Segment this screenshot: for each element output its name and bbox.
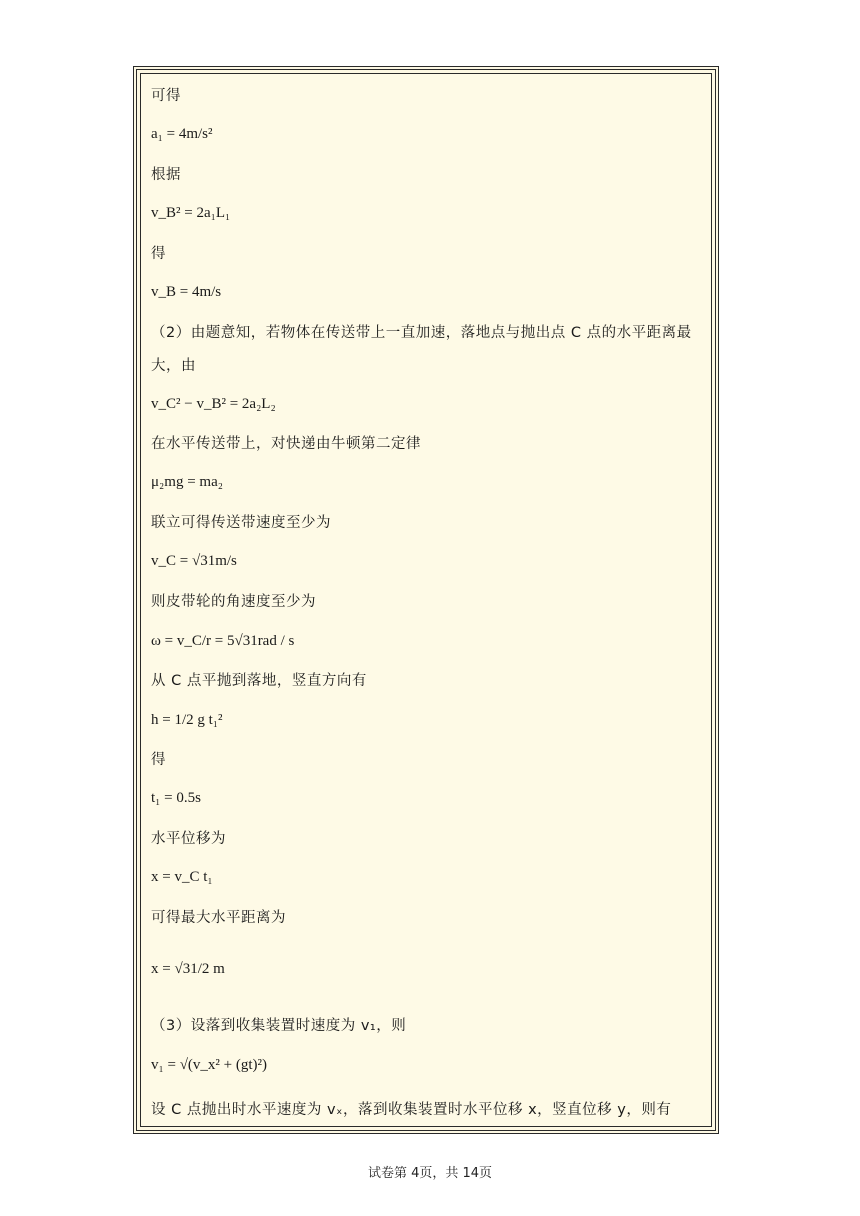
equation-vb-squared: v_B² = 2a₁L₁ (151, 205, 231, 221)
solution-content (140, 73, 712, 1127)
text-line: 得 (151, 752, 166, 768)
text-line: 水平位移为 (151, 831, 226, 847)
equation-v1: v₁ = √(v_x² + (gt)²) (151, 1057, 268, 1073)
text-line: （3）设落到收集装置时速度为 v₁，则 (151, 1018, 407, 1034)
equation-friction: μ₂mg = ma₂ (151, 474, 223, 490)
text-line: 可得 (151, 88, 181, 104)
equation-vb: v_B = 4m/s (151, 284, 222, 300)
equation-vc-squared: v_C² − v_B² = 2a₂L₂ (151, 396, 276, 412)
equation-x-max: x = √31/2 m (151, 961, 225, 977)
text-line: 根据 (151, 167, 181, 183)
text-line: 从 C 点平抛到落地，竖直方向有 (151, 673, 367, 689)
text-line: 联立可得传送带速度至少为 (151, 515, 331, 531)
equation-x: x = v_C t₁ (151, 869, 213, 885)
text-line: 可得最大水平距离为 (151, 910, 286, 926)
equation-h: h = 1/2 g t₁² (151, 712, 223, 728)
text-line: 大，由 (151, 358, 196, 374)
equation-a1: a₁ = 4m/s² (151, 126, 213, 142)
text-line: （2）由题意知，若物体在传送带上一直加速，落地点与抛出点 C 点的水平距离最 (151, 325, 692, 341)
page-footer: 试卷第 4页，共 14页 (367, 1166, 493, 1181)
text-line: 设 C 点抛出时水平速度为 vₓ，落到收集装置时水平位移 x，竖直位移 y，则有 (151, 1102, 672, 1118)
text-line: 得 (151, 246, 166, 262)
equation-t1: t₁ = 0.5s (151, 790, 201, 806)
solution-frame (133, 66, 719, 1134)
equation-vc: v_C = √31m/s (151, 553, 237, 569)
equation-omega: ω = v_C/r = 5√31rad / s (151, 633, 295, 649)
text-line: 在水平传送带上，对快递由牛顿第二定律 (151, 436, 421, 452)
text-line: 则皮带轮的角速度至少为 (151, 594, 316, 610)
